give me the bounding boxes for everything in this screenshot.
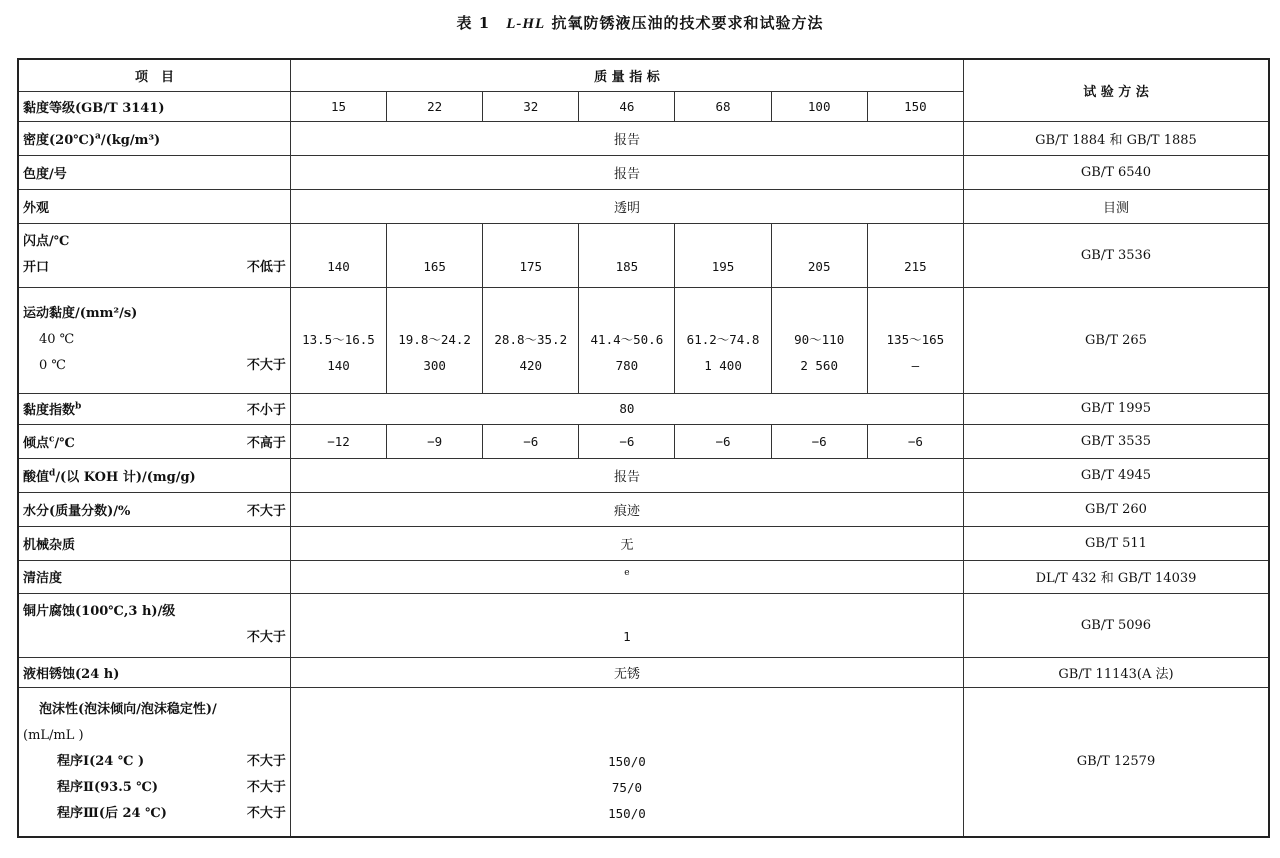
color-value: 报告 <box>290 155 963 189</box>
flash-method: GB/T 3536 <box>963 223 1269 287</box>
foam-row <box>18 687 1269 837</box>
rust-row <box>18 657 1269 687</box>
flash-label: 闪点/℃ 开口 不低于 <box>18 223 290 287</box>
viscosity-row <box>18 287 1269 393</box>
clean-row <box>18 560 1269 593</box>
method-header: 试 验 方 法 <box>963 59 1269 121</box>
viscosity-cell: 135～165 — <box>867 287 963 393</box>
copper-row <box>18 593 1269 657</box>
item-header: 项 目 <box>18 59 290 91</box>
color-method: GB/T 6540 <box>963 155 1269 189</box>
color-label: 色度/号 <box>18 155 290 189</box>
appearance-row <box>18 189 1269 223</box>
header-row <box>18 59 1269 91</box>
copper-method: GB/T 5096 <box>963 593 1269 657</box>
grade-cell: 100 <box>771 91 867 121</box>
grade-cell: 68 <box>675 91 771 121</box>
foam-method: GB/T 12579 <box>963 687 1269 837</box>
density-row <box>18 121 1269 155</box>
density-label: 密度(20℃)$^a$/(kg/m³) <box>18 121 290 155</box>
impurity-label: 机械杂质 <box>18 526 290 560</box>
water-method: GB/T 260 <box>963 492 1269 526</box>
rust-label: 液相锈蚀(24 h) <box>18 657 290 687</box>
flash-value: 140 <box>290 223 386 287</box>
appearance-label: 外观 <box>18 189 290 223</box>
foam-label: 泡沫性(泡沫倾向/泡沫稳定性)/ (mL/mL ) 程序Ⅰ(24 ℃ ) 不大于 程序Ⅱ(93.5 ℃) 不大于 程序Ⅲ(后 24 ℃) 不大于 <box>18 687 290 837</box>
pour-value: −6 <box>579 424 675 458</box>
acid-value: 报告 <box>290 458 963 492</box>
acid-method: GB/T 4945 <box>963 458 1269 492</box>
appearance-method: 目测 <box>963 189 1269 223</box>
grade-cell: 150 <box>867 91 963 121</box>
quality-header: 质 量 指 标 <box>290 59 963 91</box>
flash-value: 185 <box>579 223 675 287</box>
table-title: 表 1 L-HL 抗氧防锈液压油的技术要求和试验方法 <box>456 14 824 32</box>
rust-method: GB/T 11143(A 法) <box>963 657 1269 687</box>
water-row <box>18 492 1269 526</box>
grade-cell: 15 <box>290 91 386 121</box>
pour-value: −6 <box>867 424 963 458</box>
copper-value: 1 <box>290 593 963 657</box>
viscosity-cell: 41.4～50.6 780 <box>579 287 675 393</box>
vi-value: 80 <box>290 393 963 424</box>
grade-label: 黏度等级(GB/T 3141) <box>18 91 290 121</box>
impurity-row <box>18 526 1269 560</box>
acid-label: 酸值$^d$/(以 KOH 计)/(mg/g) <box>18 458 290 492</box>
color-row <box>18 155 1269 189</box>
vi-row <box>18 393 1269 424</box>
impurity-value: 无 <box>290 526 963 560</box>
acid-row <box>18 458 1269 492</box>
pour-value: −6 <box>675 424 771 458</box>
grade-cell: 46 <box>579 91 675 121</box>
appearance-value: 透明 <box>290 189 963 223</box>
vi-label: 黏度指数$^b$ 不小于 <box>18 393 290 424</box>
vi-method: GB/T 1995 <box>963 393 1269 424</box>
foam-values: 150/0 75/0 150/0 <box>290 687 963 837</box>
viscosity-method: GB/T 265 <box>963 287 1269 393</box>
pour-method: GB/T 3535 <box>963 424 1269 458</box>
pour-value: −12 <box>290 424 386 458</box>
pour-value: −9 <box>387 424 483 458</box>
viscosity-cell: 19.8～24.2 300 <box>387 287 483 393</box>
density-value: 报告 <box>290 121 963 155</box>
flash-value: 205 <box>771 223 867 287</box>
density-method: GB/T 1884 和 GB/T 1885 <box>963 121 1269 155</box>
flash-value: 195 <box>675 223 771 287</box>
grade-cell: 22 <box>387 91 483 121</box>
pour-value: −6 <box>771 424 867 458</box>
viscosity-cell: 13.5～16.5 140 <box>290 287 386 393</box>
viscosity-cell: 61.2～74.8 1 400 <box>675 287 771 393</box>
pour-value: −6 <box>483 424 579 458</box>
pour-label: 倾点$^c$/℃ 不高于 <box>18 424 290 458</box>
rust-value: 无锈 <box>290 657 963 687</box>
pour-row <box>18 424 1269 458</box>
copper-label: 铜片腐蚀(100℃,3 h)/级 不大于 <box>18 593 290 657</box>
water-label: 水分(质量分数)/% 不大于 <box>18 492 290 526</box>
viscosity-cell: 90～110 2 560 <box>771 287 867 393</box>
clean-method: DL/T 432 和 GB/T 14039 <box>963 560 1269 593</box>
water-value: 痕迹 <box>290 492 963 526</box>
flash-value: 215 <box>867 223 963 287</box>
viscosity-cell: 28.8～35.2 420 <box>483 287 579 393</box>
flash-value: 175 <box>483 223 579 287</box>
spec-table <box>17 58 1270 838</box>
clean-value: e <box>290 560 963 593</box>
flash-row <box>18 223 1269 287</box>
viscosity-label: 运动黏度/(mm²/s) 40 ℃ 0 ℃ 不大于 <box>18 287 290 393</box>
grade-cell: 32 <box>483 91 579 121</box>
clean-label: 清洁度 <box>18 560 290 593</box>
impurity-method: GB/T 511 <box>963 526 1269 560</box>
flash-value: 165 <box>387 223 483 287</box>
